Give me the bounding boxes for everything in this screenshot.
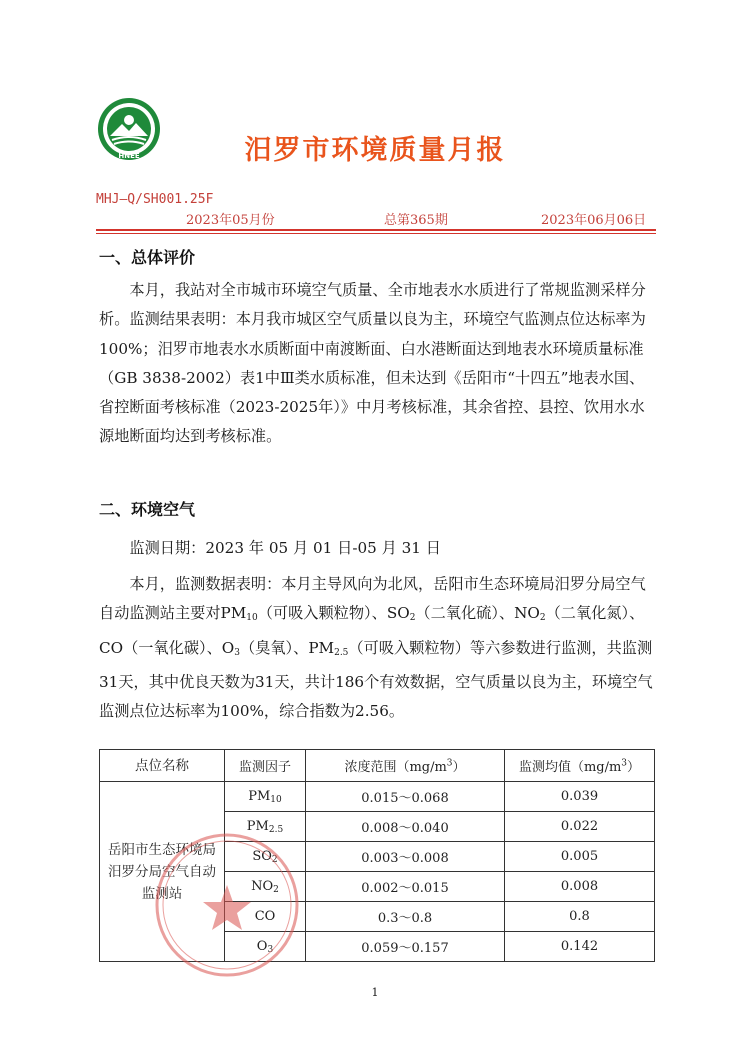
header-range: 浓度范围$(mg/m^3)$: [306, 750, 505, 782]
section-heading-air: 二、环境空气: [99, 500, 196, 519]
issue-month: 2023年05月份: [186, 213, 275, 228]
factor-cell: $PM_{2.5}$: [225, 812, 306, 842]
document-number: MHJ—Q/SH001.25F: [96, 192, 214, 207]
header-rule: [96, 229, 656, 231]
mean-cell: 0.142: [505, 932, 655, 962]
header-mean: 监测均值$(mg/m^3)$: [505, 750, 655, 782]
mean-cell: 0.005: [505, 842, 655, 872]
air-paragraph: 本月，监测数据表明：本月主导风向为北风，岳阳市生态环境局汨罗分局空气自动监测站主要对$PM_{10}$（可吸入颗粒物）、$SO_2$（二氧化硫）、$NO_2$（二氧化氮）、CO（一氧化碳）、$O_3$（臭氧）、$PM_{2.5}$（可吸入颗粒物）等六参数进行监测，共监测31天，其中优良天数为31天，共计186个有效数据，空气质量以良为主，环境空气监测点位达标率为100%，综合指数为2.56。: [99, 575, 653, 721]
logo-text: HNEE: [118, 152, 140, 160]
range-cell: 0.015～0.068: [306, 782, 505, 812]
factor-cell: $SO_2$: [225, 842, 306, 872]
mean-cell: 0.022: [505, 812, 655, 842]
mean-cell: 0.039: [505, 782, 655, 812]
report-title: 汨罗市环境质量月报: [244, 135, 506, 166]
mean-cell: 0.8: [505, 902, 655, 932]
table-header-row: [100, 750, 655, 782]
table-row: [100, 782, 655, 812]
overview-paragraph: 本月，我站对全市城市环境空气质量、全市地表水水质进行了常规监测采样分析。监测结果表明：本月我市城区空气质量以良为主，环境空气监测点位达标率为100%；汨罗市地表水水质断面中南渡断面、白水港断面达到地表水环境质量标准（GB 3838-2002）表1中Ⅲ类水质标准，但未达到《岳阳市“十四五”地表水国、省控断面考核标准（2023-2025年）》中月考核标准，其余省控、县控、饮用水水源地断面均达到考核标准。: [99, 281, 646, 446]
header-rule-thin: [96, 233, 656, 234]
header-factor: 监测因子: [225, 750, 306, 782]
range-cell: 0.008～0.040: [306, 812, 505, 842]
range-cell: 0.003～0.008: [306, 842, 505, 872]
monitoring-date: 监测日期：2023 年 05 月 01 日-05 月 31 日: [129, 539, 441, 557]
range-cell: 0.3～0.8: [306, 902, 505, 932]
factor-cell: $NO_2$: [225, 872, 306, 902]
issue-number: 总第365期: [384, 213, 448, 228]
header-station: 点位名称: [100, 750, 225, 782]
station-name: 岳阳市生态环境局汨罗分局空气自动监测站: [100, 782, 225, 962]
page-number: 1: [371, 986, 379, 999]
factor-cell: CO: [225, 902, 306, 932]
factor-cell: $PM_{10}$: [225, 782, 306, 812]
mean-cell: 0.008: [505, 872, 655, 902]
range-cell: 0.059～0.157: [306, 932, 505, 962]
issue-date: 2023年06月06日: [541, 213, 647, 228]
range-cell: 0.002～0.015: [306, 872, 505, 902]
section-heading-overview: 一、总体评价: [99, 248, 196, 267]
factor-cell: $O_3$: [225, 932, 306, 962]
air-quality-table: [99, 749, 655, 962]
